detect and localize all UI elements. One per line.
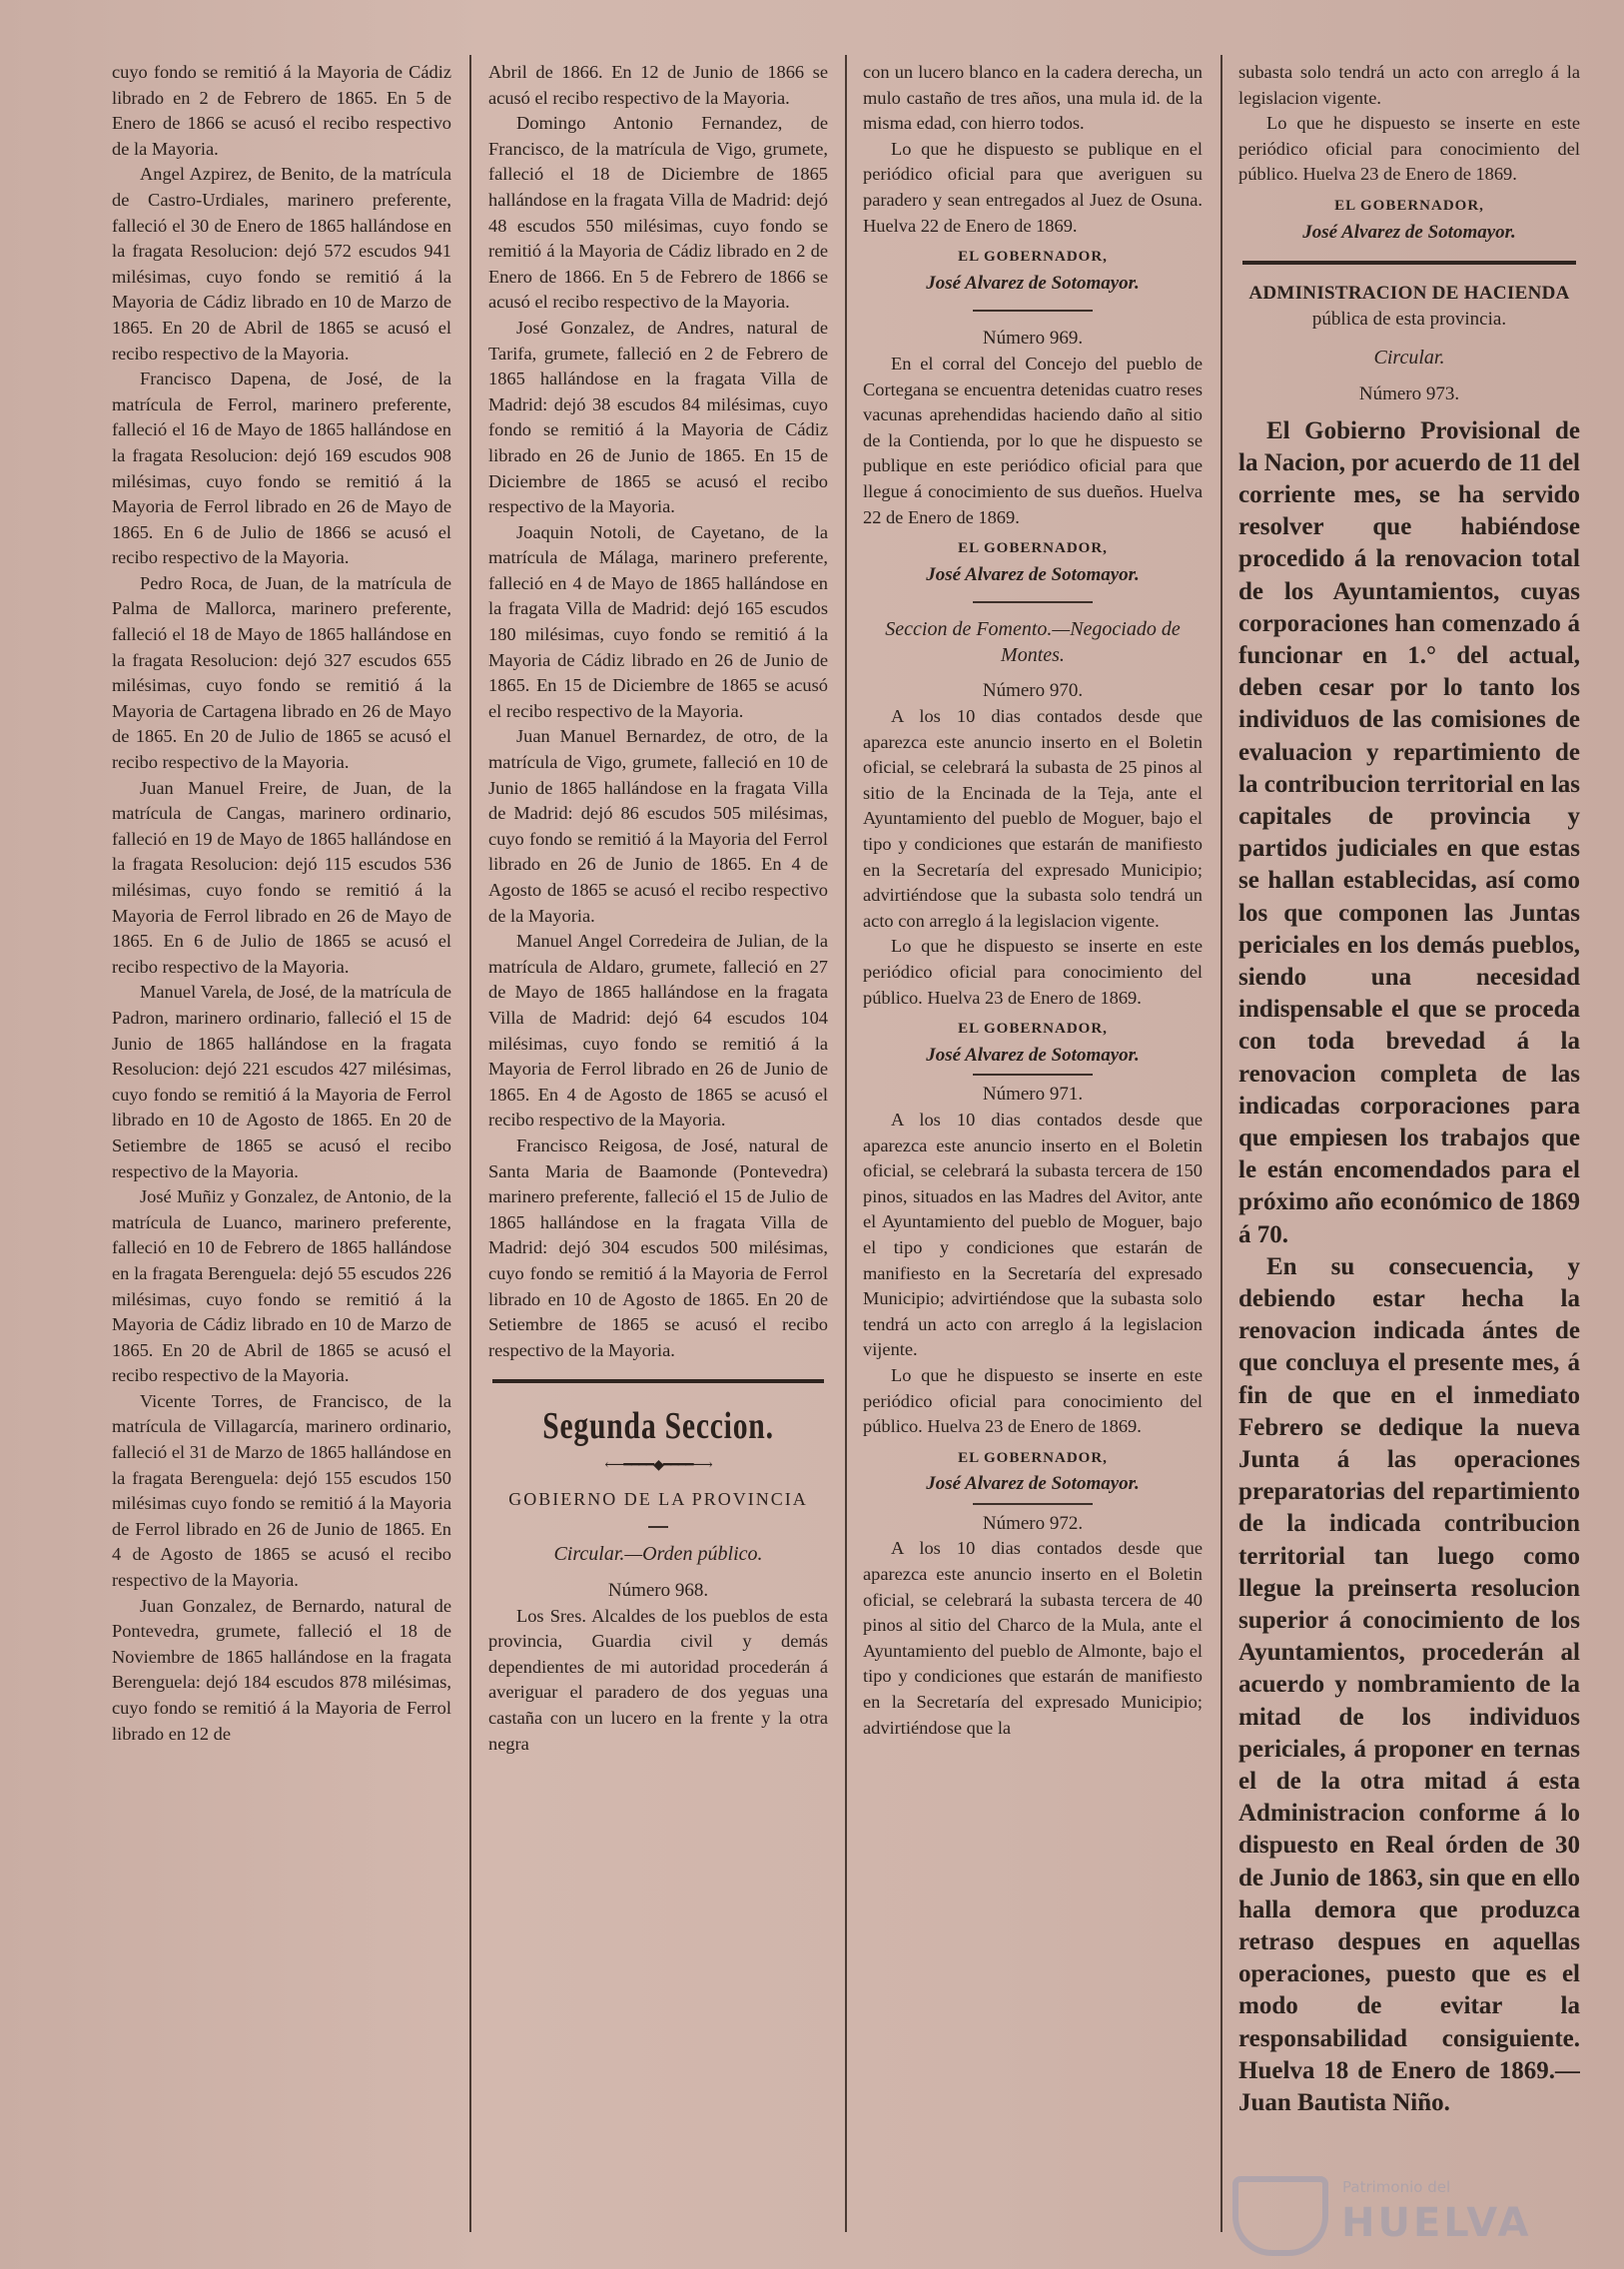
paragraph: Joaquin Notoli, de Cayetano, de la matrícula de Málaga, marinero preferente, falleció en 4 de Mayo de 1865 hallándose en la fragata Villa de Madrid: dejó 165 escudos 180 milésimas, cuyo fondo se remitió á la Mayoria de Cádiz librado en 26 de Junio de 1865. En 15 de Diciembre de 1865 se acusó el recibo respectivo de la Mayoria. [488,521,828,721]
short-divider [973,1074,1093,1076]
column-1 [112,60,451,2247]
notice-number: Número 972. [982,1512,1084,1534]
paragraph: con un lucero blanco en la cadera derecha, un mulo castaño de tres años, una mula id. de la misma edad, con hierro todos. [863,62,1203,134]
circular-title: Circular.—Orden público. [553,1543,763,1566]
paragraph: Los Sres. Alcaldes de los pueblos de esta provincia, Guardia civil y demás dependientes de mi autoridad procederán á averiguar el paradero de dos yeguas una castaña con un lucero en la frente y la otra negra [488,1605,828,1754]
paragraph: A los 10 dias contados desde que aparezca este anuncio inserto en el Boletin oficial, se celebrará la subasta tercera de 150 pinos, situados en las Madres del Avitor, ante el Ayuntamiento del pueblo de Moguer, bajo el tipo y condiciones que estarán de manifiesto en la Secretaría del expresado Municipio; advirtiéndose que la subasta solo tendrá un acto con arreglo á la legislacion vijente. [863,1109,1203,1360]
paragraph: El Gobierno Provisional de la Nacion, por acuerdo de 11 del corriente mes, se ha servido resolver que habiéndose procedido á la renovacion total de los Ayuntamientos, cuyas corporaciones han comenzado á funcionar en 1.° del actual, deben cesar por lo tanto los individuos de las comisiones de evaluacion y repartimiento de la contribucion territorial en las capitales de provincia y partidos judiciales en que estas se hallan establecidas, así como los que componen las Juntas periciales en los demás pueblos, siendo una necesidad indispensable el que se proceda con toda brevedad á la renovacion completa de las indicadas corporaciones para que empiesen los trabajos que le están encomendados para el próximo año económico de 1869 á 70. [1238,416,1580,1248]
paragraph: A los 10 dias contados desde que aparezca este anuncio inserto en el Boletin oficial, se celebrará la subasta tercera de 40 pinos al sitio del Charco de la Mula, ante el Ayuntamiento del pueblo de Almonte, bajo el tipo y condiciones que estarán de manifiesto en la Secretaría del expresado Municipio; advirtiéndose que la [863,1538,1203,1738]
paragraph: Francisco Reigosa, de José, natural de Santa Maria de Baamonde (Pontevedra) marinero preferente, falleció el 15 de Julio de 1865 hallándose en la fragata Villa de Madrid: dejó 304 escudos 500 milésimas, cuyo fondo se remitió á la Mayoria de Ferrol librado en 10 de Agosto de 1865. En 20 de Setiembre de 1865 se acusó el recibo respectivo de la Mayoria. [488,1134,828,1360]
paragraph: En el corral del Concejo del pueblo de Cortegana se encuentra detenidas cuatro reses vacunas aprehendidas haciendo daño al sitio de la Contienda, por lo que he dispuesto se publique en este periódico oficial para que llegue á conocimiento de sus dueños. Huelva 22 de Enero de 1869. [863,353,1203,527]
paragraph: Juan Manuel Bernardez, de otro, de la matrícula de Vigo, grumete, falleció en 10 de Junio de 1865 hallándose en la fragata Villa de Madrid: dejó 86 escudos 505 milésimas, cuyo fondo se remitió á la Mayoria del Ferrol librado en 26 de Junio de 1865. En 4 de Agosto de 1865 se acusó el recibo respectivo de la Mayoria. [488,726,828,926]
section-rule [1242,261,1576,265]
column-divider [469,55,471,2232]
column-2 [488,60,828,2247]
governor-label: EL GOBERNADOR, [958,1449,1108,1466]
governor-name: José Alvarez de Sotomayor. [926,272,1140,294]
column-divider [1220,55,1222,2232]
governor-label: EL GOBERNADOR, [958,1021,1108,1038]
paragraph: Lo que he dispuesto se inserte en este periódico oficial para conocimiento del público. Huelva 23 de Enero de 1869. [863,936,1203,1008]
paragraph: cuyo fondo se remitió á la Mayoria de Cádiz librado en 2 de Febrero de 1865. En 5 de Enero de 1866 se acusó el recibo respectivo de la Mayoria. [112,62,451,159]
section-rule [492,1379,824,1383]
paragraph: Juan Gonzalez, de Bernardo, natural de Pontevedra, grumete, falleció el 18 de Noviembre de 1865 hallándose en la fragata Berenguela: dejó 184 escudos 878 milésimas, cuyo fondo se remitió á la Mayoria de Ferrol librado en 12 de [112,1595,451,1744]
governor-label: EL GOBERNADOR, [1334,197,1484,214]
notice-number: Número 968. [607,1580,709,1602]
paragraph: Lo que he dispuesto se publique en el periódico oficial para que averiguen su paradero y sean entregados al Juez de Osuna. Huelva 22 de Enero de 1869. [863,138,1203,236]
paragraph: Manuel Varela, de José, de la matrícula de Padron, marinero ordinario, falleció el 15 de Junio de 1865 hallándose en la fragata Resolucion: dejó 221 escudos 427 milésimas, cuyo fondo se remitió á la Mayoria de Ferrol librado en 10 de Agosto de 1865. En 20 de Setiembre de 1865 se acusó el recibo respectivo de la Mayoria. [112,982,451,1181]
paragraph: José Muñiz y Gonzalez, de Antonio, de la matrícula de Luanco, marinero preferente, falleció en 10 de Febrero de 1865 hallándose en la fragata Berenguela: dejó 55 escudos 226 milésimas, cuyo fondo se remitió á la Mayoria de Cádiz librado en 10 de Marzo de 1865. En 20 de Abril de 1865 se acusó el recibo respectivo de la Mayoria. [112,1186,451,1386]
section-title: Seccion de Fomento.—Negociado de Montes. [885,618,1181,666]
governor-label: EL GOBERNADOR, [958,249,1108,266]
paragraph: Manuel Angel Corredeira de Julian, de la matrícula de Aldaro, grumete, falleció en 27 de Mayo de 1865 hallándose en la fragata Villa de Madrid: dejó 64 escudos 104 milésimas, cuyo fondo se remitió á la Mayoria de Ferrol librado en 26 de Junio de 1865. En 4 de Agosto de 1865 se acusó el recibo respectivo de la Mayoria. [488,931,828,1131]
governor-name: José Alvarez de Sotomayor. [926,563,1140,585]
paragraph: José Gonzalez, de Andres, natural de Tarifa, grumete, falleció en 2 de Febrero de 1865 hallándose en la fragata Villa de Madrid: dejó 38 escudos 84 milésimas, cuyo fondo se remitió á la Mayoria de Cádiz librado en 26 de Junio de 1865. En 15 de Diciembre de 1865 se acusó el recibo respectivo de la Mayoria. [488,317,828,517]
column-divider [845,55,847,2232]
paragraph: Angel Azpirez, de Benito, de la matrícula de Castro-Urdiales, marinero preferente, falleció el 30 de Enero de 1865 hallándose en la fragata Resolucion: dejó 572 escudos 941 milésimas, cuyo fondo se remitió á la Mayoria de Cádiz librado en 10 de Marzo de 1865. En 20 de Abril de 1865 se acusó el recibo respectivo de la Mayoria. [112,164,451,364]
admin-subtitle: pública de esta provincia. [1311,308,1507,330]
paragraph: A los 10 dias contados desde que aparezca este anuncio inserto en el Boletin oficial, se celebrará la subasta de 25 pinos al sitio de la Encinada de la Teja, ante el Ayuntamiento del pueblo de Moguer, bajo el tipo y condiciones que estarán de manifiesto en la Secretaría del expresado Municipio; advirtiéndose que la subasta solo tendrá un acto con arreglo á la legislacion vigente. [863,706,1203,931]
paragraph: subasta solo tendrá un acto con arreglo á la legislacion vigente. [1238,62,1580,108]
paragraph: En su consecuencia, y debiendo estar hecha la renovacion indicada ántes de que concluya el presente mes, á fin de que en el inmediato Febrero se dedique la nueva Junta á las operaciones preparatorias del repartimiento de la indicada contribucion territorial tan luego como llegue la preinserta resolucion superior á conocimiento de los Ayuntamientos, procederán al acuerdo y nombramiento de la mitad de los individuos periciales, á proponer en ternas el de la otra mitad á esta Administracion conforme á lo dispuesto en Real órden de 30 de Junio de 1863, sin que en ello halla demora que produzca retraso despues en aquellas operaciones, puesto que es el modo de evitar la responsabilidad consiguiente. Huelva 18 de Enero de 1869.—Juan Bautista Niño. [1238,1252,1580,2117]
paragraph: Lo que he dispuesto se inserte en este periódico oficial para conocimiento del público. Huelva 23 de Enero de 1869. [863,1364,1203,1437]
short-divider [648,1526,668,1528]
section-subheading: GOBIERNO DE LA PROVINCIA [508,1488,808,1509]
paragraph: Domingo Antonio Fernandez, de Francisco, de la matrícula de Vigo, grumete, falleció el 18 de Diciembre de 1865 hallándose en la fragata Villa de Madrid: dejó 48 escudos 550 milésimas, cuyo fondo se remitió á la Mayoria de Cádiz librado en 2 de Enero de 1866. En 5 de Febrero de 1866 se acusó el recibo respectivo de la Mayoria. [488,113,828,313]
governor-label: EL GOBERNADOR, [958,540,1108,557]
section-heading: Segunda Seccion. [542,1405,774,1448]
notice-number: Número 969. [982,328,1084,350]
circular-title: Circular. [1373,347,1445,370]
notice-number: Número 970. [982,680,1084,702]
governor-name: José Alvarez de Sotomayor. [926,1473,1140,1495]
paragraph: Vicente Torres, de Francisco, de la matrícula de Villagarcía, marinero ordinario, falleció el 31 de Marzo de 1865 hallándose en la fragata Berenguela: dejó 155 escudos 150 milésimas cuyo fondo se remitió á la Mayoria de Ferrol librado en 26 de Junio de 1865. En 4 de Agosto de 1865 se acusó el recibo respectivo de la Mayoria. [112,1390,451,1591]
shield-icon [1232,2176,1328,2256]
paragraph: Francisco Dapena, de José, de la matrícula de Ferrol, marinero preferente, falleció el 16 de Mayo de 1865 hallándose en la fragata Resolucion: dejó 169 escudos 908 milésimas, cuyo fondo se remitió á la Mayoria de Ferrol librado en 26 de Mayo de 1865. En 6 de Julio de 1866 se acusó el recibo respectivo de la Mayoria. [112,369,451,568]
paragraph: Pedro Roca, de Juan, de la matrícula de Palma de Mallorca, marinero preferente, falleció el 18 de Mayo de 1865 hallándose en la fragata Resolucion: dejó 327 escudos 655 milésimas, cuyo fondo se remitió á la Mayoria de Cartagena librado en 26 de Mayo de 1865. En 20 de Julio de 1865 se acusó el recibo respectivo de la Mayoria. [112,572,451,773]
ornament-divider: ⟵━━━━◆━━━━⟶ [604,1458,712,1474]
governor-name: José Alvarez de Sotomayor. [1302,221,1516,243]
watermark-text: HUELVA [1341,2200,1532,2246]
watermark-caption: Patrimonio del [1342,2178,1451,2196]
paragraph: Lo que he dispuesto se inserte en este periódico oficial para conocimiento del público. Huelva 23 de Enero de 1869. [1238,113,1580,185]
paragraph: Abril de 1866. En 12 de Junio de 1866 se acusó el recibo respectivo de la Mayoria. [488,62,828,108]
short-divider [973,310,1093,312]
archive-watermark [1226,2172,1606,2262]
notice-number: Número 971. [982,1084,1084,1106]
column-3 [863,60,1203,2247]
column-4 [1238,60,1580,2247]
governor-name: José Alvarez de Sotomayor. [926,1044,1140,1066]
short-divider [973,601,1093,603]
short-divider [973,1503,1093,1505]
notice-number: Número 973. [1358,382,1460,404]
paragraph: Juan Manuel Freire, de Juan, de la matrícula de Cangas, marinero ordinario, falleció en 19 de Mayo de 1865 hallándose en la fragata Resolucion: dejó 115 escudos 536 milésimas, cuyo fondo se remitió á la Mayoria de Ferrol librado en 26 de Mayo de 1865. En 6 de Julio de 1865 se acusó el recibo respectivo de la Mayoria. [112,777,451,977]
admin-title: ADMINISTRACION DE HACIENDA [1248,283,1570,305]
